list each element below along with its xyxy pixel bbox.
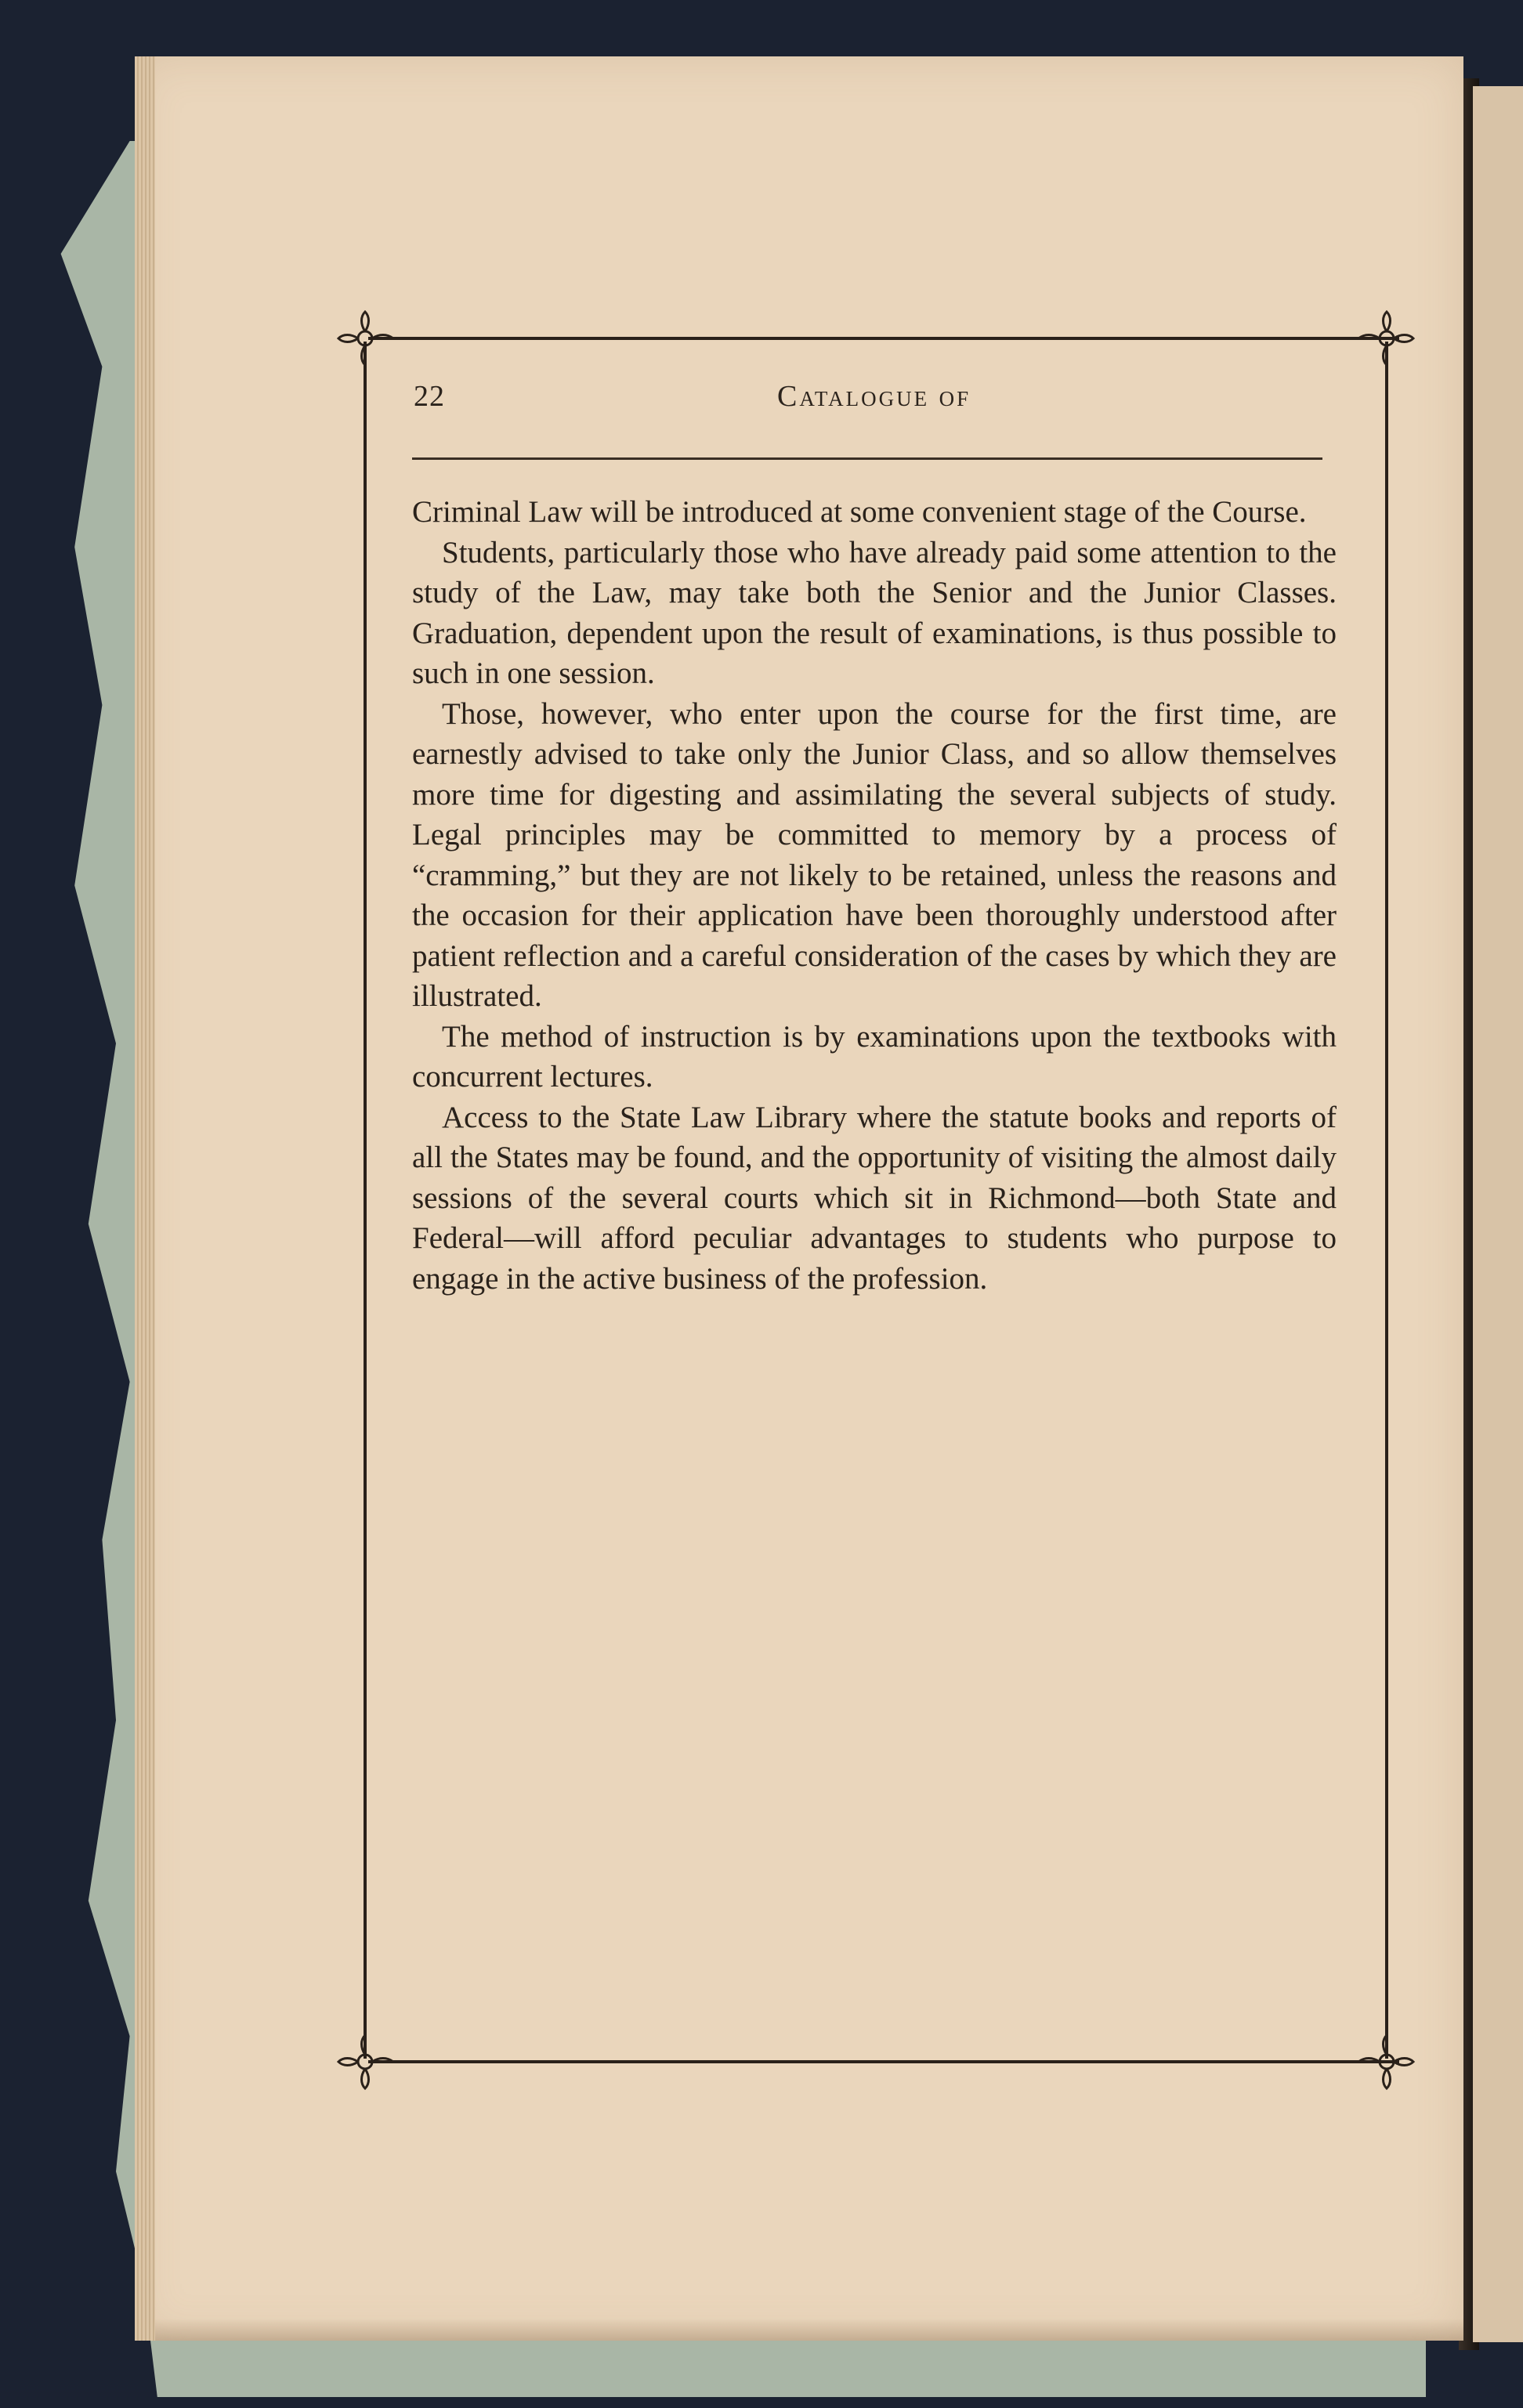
facing-page-edge — [1473, 86, 1523, 2342]
scroll-ornament-icon — [334, 2030, 396, 2093]
scroll-ornament-icon — [334, 307, 396, 370]
body-text — [412, 492, 1337, 1299]
frame-top-line — [368, 337, 1399, 340]
scroll-ornament-icon — [1355, 307, 1418, 370]
paragraph: Criminal Law will be introduced at some convenient stage of the Course. — [412, 495, 1307, 529]
frame-right-line — [1385, 342, 1388, 2059]
header-rule — [412, 457, 1322, 460]
page-shadow — [155, 2319, 1463, 2341]
page-number: 22 — [414, 380, 445, 413]
frame-left-line — [364, 342, 367, 2059]
scroll-ornament-icon — [1355, 2030, 1418, 2093]
paragraph: Those, however, who enter upon the course for the first time, are earnestly advised to take only the Junior Class, and so allow themselves more time for digesting and assimilating the several subjects of study. Legal principles may be committed to memory by a process of “cramming,” but they are not likely to be retained, unless the reasons and the occasion for their application have been thoroughly understood after patient reflection and a careful consideration of the cases by which they are illustrated. — [412, 696, 1337, 1013]
frame-bottom-line — [368, 2060, 1399, 2063]
paragraph: The method of instruction is by examinations upon the textbooks with concurrent lectures. — [412, 1019, 1337, 1094]
paragraph: Students, particularly those who have already paid some attention to the study of the Law, may take both the Senior and the Junior Classes. Graduation, dependent upon the result of examinations, is thus possible to such in one session. — [412, 535, 1337, 690]
page-edges — [135, 56, 155, 2341]
running-head: Catalogue of — [777, 380, 971, 413]
paragraph: Access to the State Law Library where the statute books and reports of all the States may be found, and the opportunity of visiting the almost daily sessions of the several courts which sit in Richmond—both State and Federal—will afford peculiar advantages to students who purpose to engage in the active business of the profession. — [412, 1100, 1337, 1296]
